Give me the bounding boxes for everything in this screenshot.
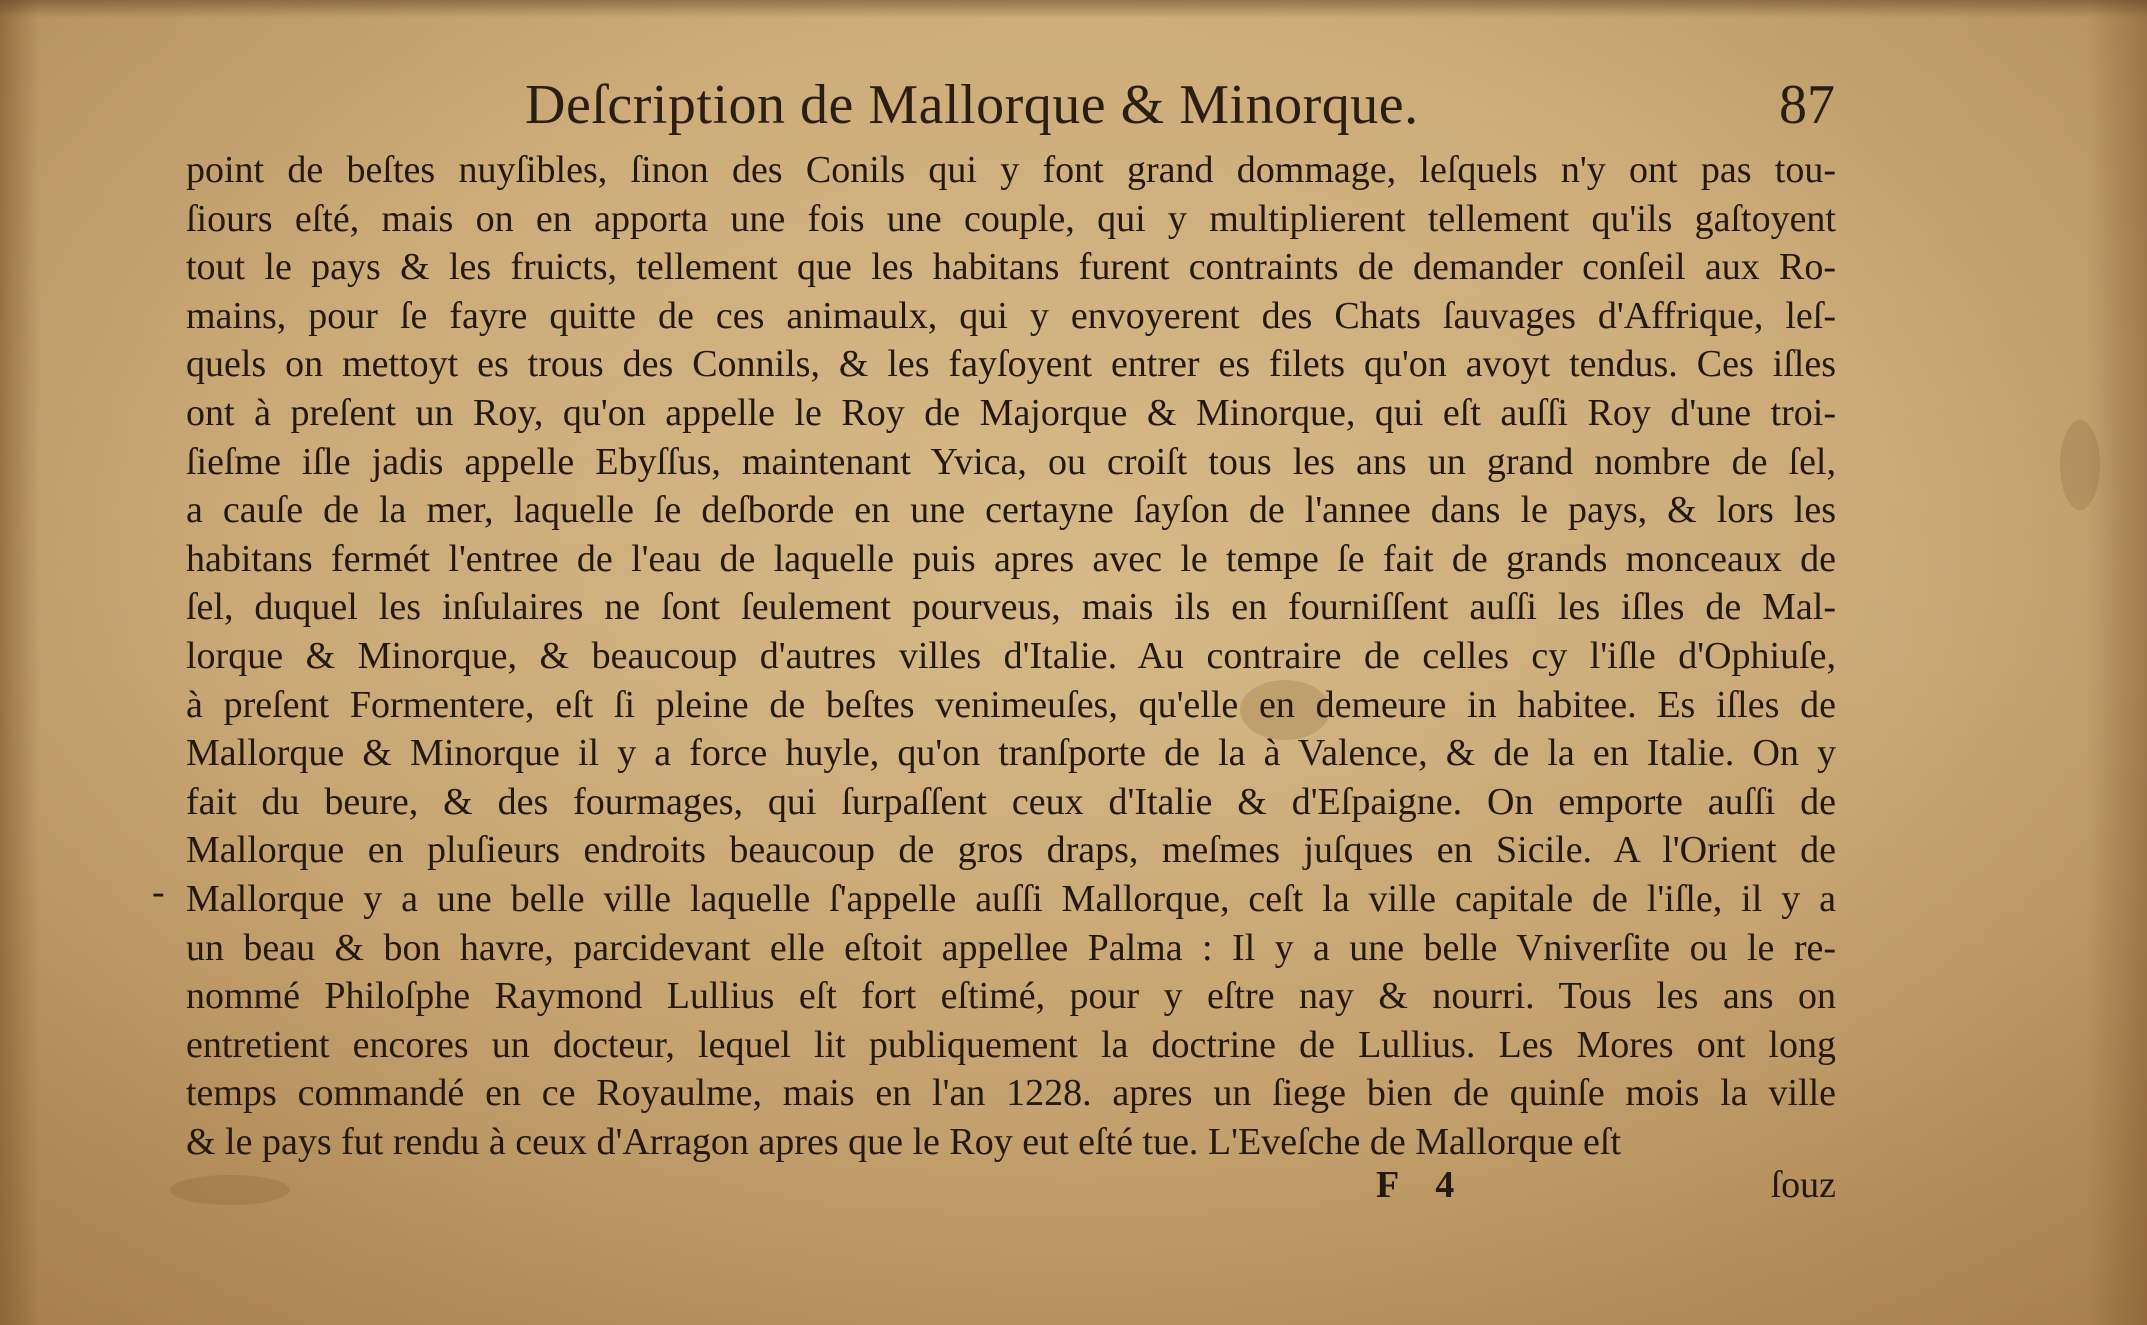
text-line: Mallorque y a une belle ville laquelle ſ'appelle auſſi Mallorque, ceſt la ville capitale de l'iſle, il y a: [186, 877, 1836, 920]
text-line: Mallorque en pluſieurs endroits beaucoup de gros draps, meſmes juſques en Sicile. A l'Orient de: [186, 829, 1836, 872]
text-line: ſel, duquel les inſulaires ne ſont ſeulement pourveus, mais ils en fourniſſent auſſi les iſles de Mal-: [186, 586, 1836, 629]
page-shadow-top: [0, 0, 2147, 18]
text-line: à preſent Formentere, eſt ſi pleine de beſtes venimeuſes, qu'elle en demeure in habitee. Es iſles de: [186, 683, 1836, 726]
page-header: [525, 72, 1835, 142]
text-line: mains, pour ſe fayre quitte de ces animaulx, qui y envoyerent des Chats ſauvages d'Affrique, leſ-: [186, 294, 1836, 337]
text-line: tout le pays & les fruicts, tellement que les habitans furent contraints de demander conſeil aux Ro-: [186, 246, 1836, 289]
page-footer: [186, 1163, 1836, 1211]
catchword: ſouz: [1770, 1164, 1836, 1206]
body-text: [186, 146, 1836, 1166]
paper-stain: [2060, 420, 2100, 510]
text-line: habitans fermét l'entree de l'eau de laquelle puis apres avec le tempe ſe fait de grands monceaux de: [186, 537, 1836, 580]
text-line: nommé Philoſphe Raymond Lullius eſt fort eſtimé, pour y eſtre nay & nourri. Tous les ans on: [186, 975, 1836, 1018]
page-shadow-right: [2087, 0, 2147, 1325]
text-line: a cauſe de la mer, laquelle ſe deſborde en une certayne ſayſon de l'annee dans le pays, & lors les: [186, 489, 1836, 532]
text-line: Mallorque & Minorque il y a force huyle, qu'on tranſporte de la à Valence, & de la en Italie. On y: [186, 732, 1836, 775]
text-line: fait du beure, & des fourmages, qui ſurpaſſent ceux d'Italie & d'Eſpaigne. On emporte auſſi de: [186, 780, 1836, 823]
text-line: un beau & bon havre, parcidevant elle eſtoit appellee Palma : Il y a une belle Vniverſite ou le re-: [186, 926, 1836, 969]
text-line: lorque & Minorque, & beaucoup d'autres villes d'Italie. Au contraire de celles cy l'iſle d'Ophiuſe,: [186, 634, 1836, 677]
page-number: 87: [1779, 74, 1835, 136]
text-line: entretient encores un docteur, lequel lit publiquement la doctrine de Lullius. Les Mores ont long: [186, 1023, 1836, 1066]
text-line: temps commandé en ce Royaulme, mais en l'an 1228. apres un ſiege bien de quinſe mois la ville: [186, 1072, 1836, 1115]
text-line: ont à preſent un Roy, qu'on appelle le Roy de Majorque & Minorque, qui eſt auſſi Roy d'une troi-: [186, 391, 1836, 434]
text-line: ſieſme iſle jadis appelle Ebyſſus, maintenant Yvica, ou croiſt tous les ans un grand nombre de ſel,: [186, 440, 1836, 483]
text-line: point de beſtes nuyſibles, ſinon des Conils qui y font grand dommage, leſquels n'y ont pas tou-: [186, 149, 1836, 191]
text-line: ſiours eſté, mais on en apporta une fois une couple, qui y multiplierent tellement qu'ils gaſtoyent: [186, 197, 1836, 240]
page-shadow-left: [0, 0, 40, 1325]
text-line: quels on mettoyt es trous des Connils, & les fayſoyent entrer es filets qu'on avoyt tendus. Ces iſles: [186, 343, 1836, 386]
running-title: Deſcription de Mallorque & Minorque.: [525, 74, 1419, 136]
signature-mark: F 4: [1376, 1164, 1469, 1206]
text-line: & le pays fut rendu à ceux d'Arragon apres que le Roy eut eſté tue. L'Eveſche de Mallorque eſt: [186, 1120, 1622, 1163]
margin-mark: -: [152, 871, 165, 913]
